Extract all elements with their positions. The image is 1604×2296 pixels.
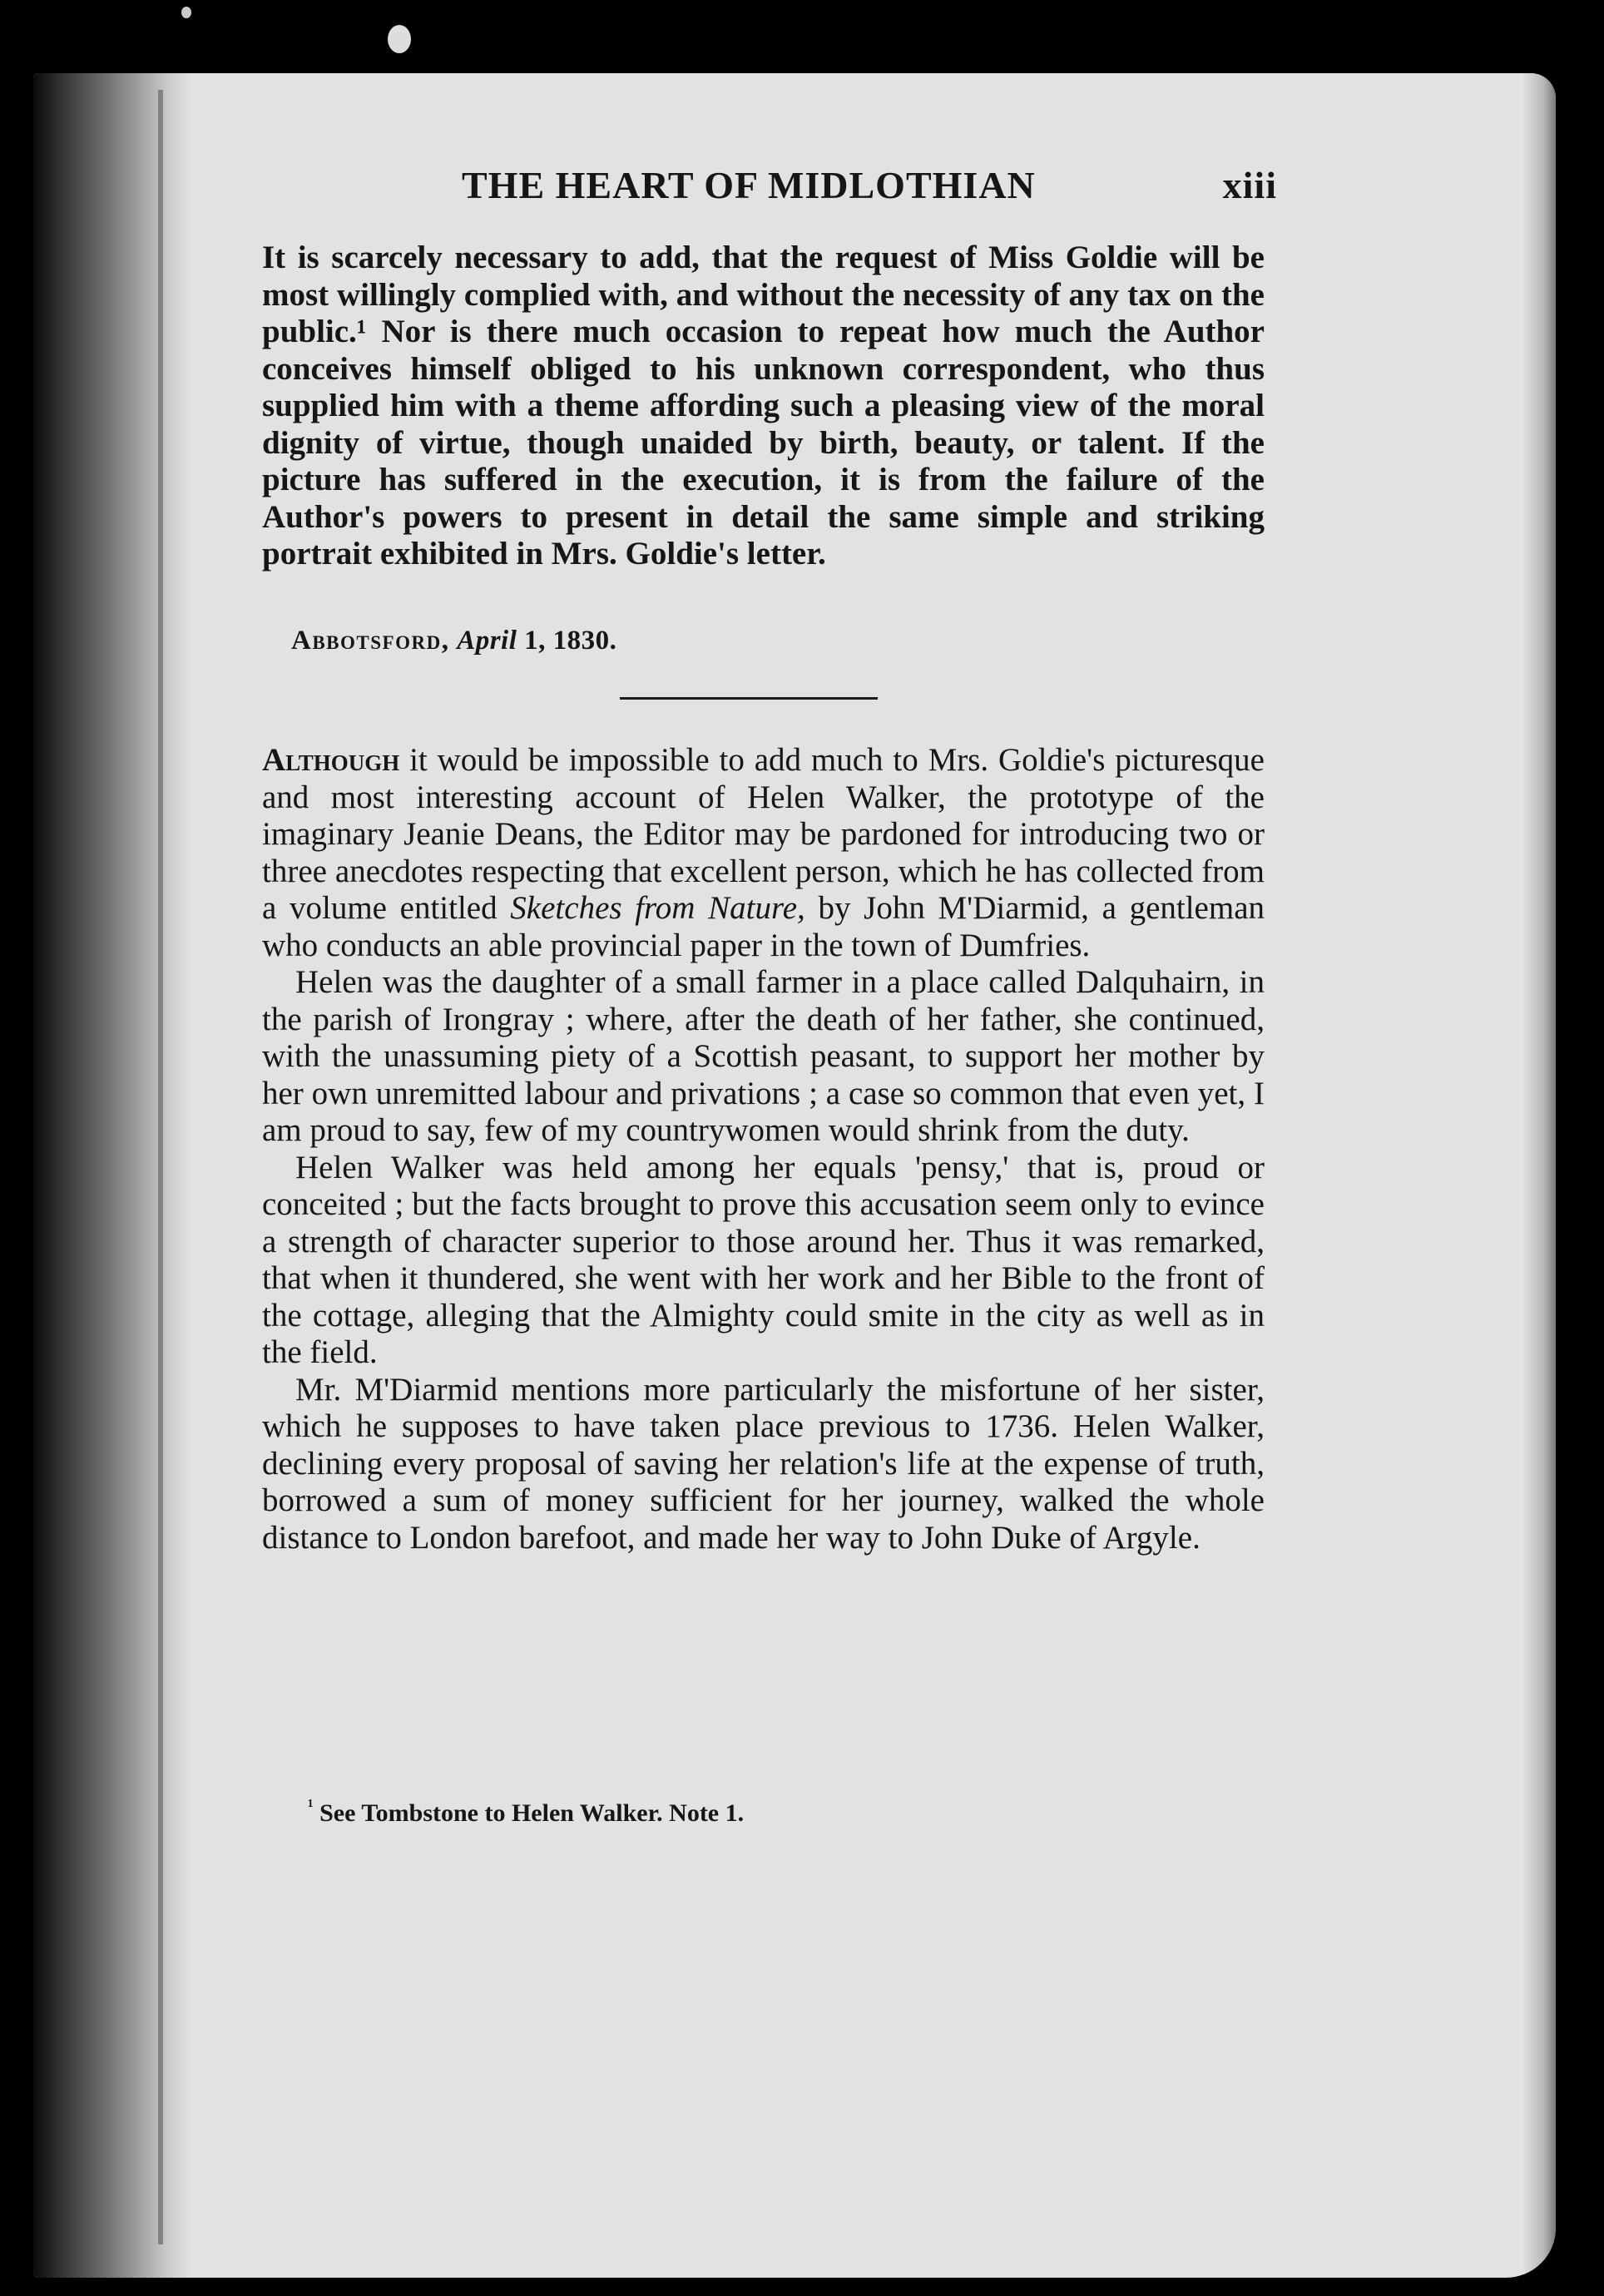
paragraph-2-text-a: it would be impossible to add much to Mrs. Goldie's picturesque and most interesting account of Helen Walker, the prototype of the imaginary Jeanie Deans, the Editor may be pardoned for introducing two or three anecdotes respecting that excellent person, which he has collected from a volume entitled: [262, 742, 1265, 926]
paragraph-2-text-b: by John M'Diarmid, a gentleman who conducts an able provincial paper in the town of Dumfries.: [262, 890, 1265, 963]
paragraph-5: Mr. M'Diarmid mentions more particularly the misfortune of her sister, which he supposes to have taken place previous to 1736. Helen Walker, declining every proposal of saving her relation's life at the expense of truth, borrowed a sum of money sufficient for her journey, walked the whole distance to London barefoot, and made her way to John Duke of Argyle.: [262, 1371, 1265, 1556]
scan-speck: [181, 7, 191, 18]
paragraph-2-lead: Although: [262, 742, 400, 778]
footnote: [308, 1795, 744, 1828]
paragraph-3: Helen was the daughter of a small farmer in a place called Dalquhairn, in the parish of Irongray ; where, after the death of her father, she continued, with the unassuming piety of a Scottish peasant, to support her mother by her own unremitted labour and privations ; a case so common that even yet, I am proud to say, few of my countrywomen would shrink from the duty.: [262, 964, 1265, 1148]
page-edge-shadow: [1522, 73, 1556, 2278]
paragraph-1: It is scarcely necessary to add, that the request of Miss Goldie will be most willingly complied with, and without the necessity of any tax on the public.¹ Nor is there much occasion to repeat how much the Author conceives himself obliged to his unknown correspondent, who thus supplied him with a theme affording such a pleasing view of the moral dignity of virtue, though unaided by birth, beauty, or talent. If the picture has suffered in the execution, it is from the failure of the Author's powers to present in detail the same simple and striking portrait exhibited in Mrs. Goldie's letter.: [262, 240, 1265, 572]
running-head: THE HEART OF MIDLOTHIAN: [462, 164, 1036, 206]
editor-note: [262, 742, 1265, 1556]
signoff-month: April: [457, 626, 517, 656]
gutter-line: [158, 90, 163, 2244]
paragraph-2: [262, 742, 1265, 964]
page-number: xiii: [1222, 164, 1277, 206]
paragraph-4: Helen Walker was held among her equals 'pensy,' that is, proud or conceited ; but the facts brought to prove this accusation seem only to evince a strength of character superior to those around her. Thus it was remarked, that when it thundered, she went with her work and her Bible to the front of the cottage, alleging that the Almighty could smite in the city as well as in the field.: [262, 1149, 1265, 1370]
footnote-mark: ¹: [308, 1795, 314, 1816]
page-spine-shadow: [33, 73, 191, 2278]
section-divider: [620, 697, 878, 700]
signoff-day-year: 1, 1830.: [524, 626, 617, 656]
footnote-text: See Tombstone to Helen Walker. Note 1.: [319, 1799, 745, 1827]
book-title: Sketches from Nature,: [510, 890, 805, 926]
scan-speck: [388, 25, 411, 53]
signoff-place: Abbotsford,: [291, 626, 450, 656]
signoff: [291, 626, 616, 656]
